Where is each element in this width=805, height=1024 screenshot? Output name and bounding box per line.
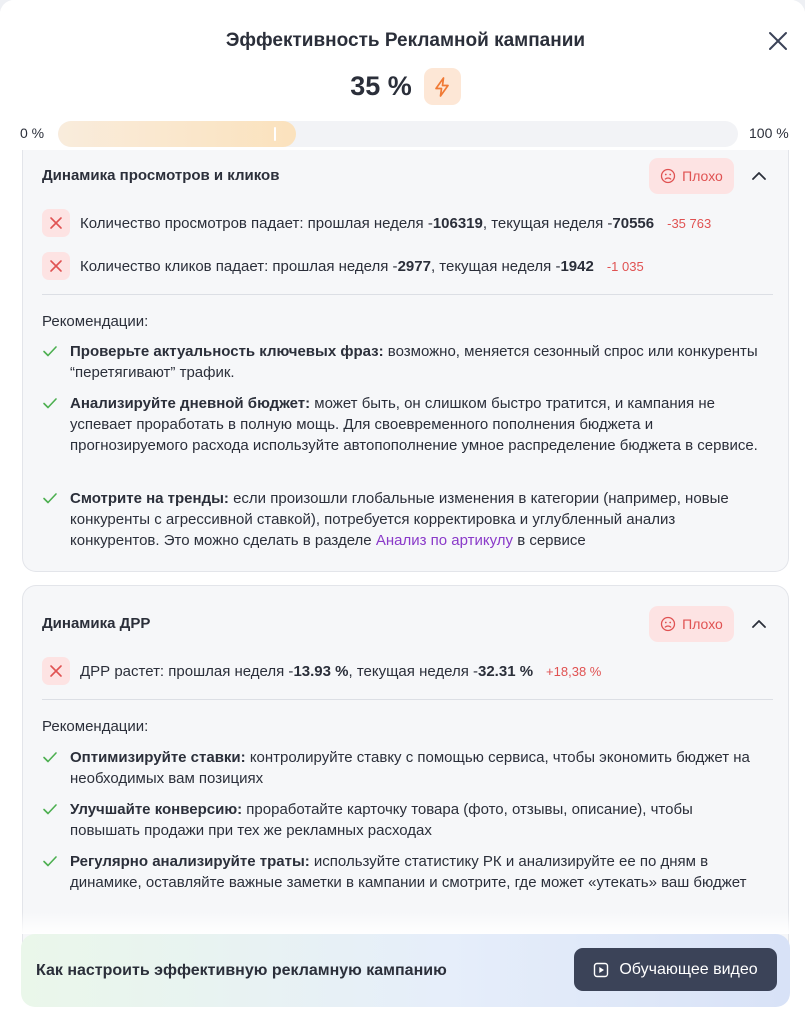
recommendation-text: возможно, меняется сезонный спрос или конкуренты “перетягивают” трафик. <box>70 343 758 381</box>
divider <box>42 294 773 295</box>
scroll-fade <box>22 912 789 934</box>
check-icon <box>42 853 58 869</box>
check-icon <box>42 343 58 359</box>
metric-prev-value: 106319 <box>432 214 483 232</box>
cross-icon <box>49 259 63 273</box>
cross-icon <box>49 216 63 230</box>
recommendation-text: если произошли глобальные изменения в категории (например, новые конкуренты с агрессивной ставкой), потребуется корректировка и углубленный анализ конкурентов. Это можно сделать в разделе <box>70 490 729 549</box>
modal-title: Эффективность Рекламной кампании <box>225 30 586 51</box>
close-button[interactable] <box>764 27 792 55</box>
footer-text: Как настроить эффективную рекламную кампанию <box>36 962 447 979</box>
metric-prefix: Количество кликов падает: прошлая неделя - <box>80 257 398 275</box>
recommendation-text: может быть, он слишком быстро тратится, и кампания не успевает проработать в полную мощь. Для своевременного пополнения бюджета и прогнозируемого расхода используйте автопополнение умное распределение бюджета в сервисе. <box>70 395 758 454</box>
recommendation-heading: Смотрите на тренды: <box>70 490 229 507</box>
article-analysis-link[interactable]: Анализ по артикулу <box>375 532 514 549</box>
metric-delta: +18,38 % <box>546 663 602 679</box>
recommendations-label: Рекомендации: <box>42 718 149 735</box>
score-value: 35 % <box>350 71 412 101</box>
metric-prev-value: 13.93 % <box>293 662 349 680</box>
check-icon <box>42 801 58 817</box>
metric-prev-value: 2977 <box>397 257 431 275</box>
tutorial-video-button[interactable] <box>574 948 777 991</box>
collapse-button[interactable] <box>745 162 773 190</box>
check-icon <box>42 490 58 506</box>
status-badge <box>649 158 734 194</box>
recommendation-heading: Анализируйте дневной бюджет: <box>70 395 311 412</box>
recommendation-heading: Проверьте актуальность ключевых фраз: <box>70 343 384 360</box>
recommendation-text: используйте статистику РК и анализируйте ее по дням в динамике, оставляйте важные заметки в кампании и смотрите, где может «утекать» ваш бюджет <box>70 853 747 891</box>
progress-min-label: 0 % <box>20 125 45 141</box>
metric-drr <box>42 657 601 685</box>
fail-badge <box>42 657 70 685</box>
metric-prefix: ДРР растет: прошлая неделя - <box>80 662 294 680</box>
tutorial-video-label: Обучающее видео <box>619 960 758 978</box>
metric-delta: -35 763 <box>667 215 712 231</box>
recommendation-heading: Оптимизируйте ставки: <box>70 749 246 766</box>
metric-clicks <box>42 252 644 280</box>
recommendation-item <box>42 393 762 456</box>
divider <box>42 699 773 700</box>
play-icon <box>593 962 609 978</box>
recommendation-text: контролируйте ставку с помощью сервиса, чтобы экономить бюджет на необходимых вам позициях <box>70 749 750 787</box>
progress-max-label: 100 % <box>749 125 789 141</box>
chevron-up-icon <box>745 610 773 638</box>
score-row <box>0 68 805 105</box>
status-badge <box>649 606 734 642</box>
sad-face-icon <box>660 168 676 184</box>
recommendation-item <box>42 851 762 893</box>
recommendation-text: проработайте карточку товара (фото, отзывы, описание), чтобы повышать продажи при тех же рекламных расходах <box>70 801 693 839</box>
recommendation-tail: в сервисе <box>513 532 586 549</box>
metric-delta: -1 035 <box>606 258 644 274</box>
footer-banner <box>21 934 790 1007</box>
section-drr <box>22 585 789 945</box>
metric-mid: , текущая неделя - <box>348 662 478 680</box>
bolt-badge <box>424 68 461 105</box>
section-title: Динамика ДРР <box>42 615 151 632</box>
recommendation-item <box>42 488 762 551</box>
progress-fill <box>58 121 296 147</box>
check-icon <box>42 395 58 411</box>
progress-marker <box>274 127 276 141</box>
close-icon <box>764 27 792 55</box>
metric-curr-value: 70556 <box>612 214 655 232</box>
recommendation-heading: Улучшайте конверсию: <box>70 801 243 818</box>
progress-track <box>58 121 738 147</box>
metric-curr-value: 1942 <box>560 257 594 275</box>
fail-badge <box>42 252 70 280</box>
recommendation-item <box>42 341 762 383</box>
metric-prefix: Количество просмотров падает: прошлая неделя - <box>80 214 433 232</box>
sad-face-icon <box>660 616 676 632</box>
recommendation-heading: Регулярно анализируйте траты: <box>70 853 310 870</box>
lightning-icon <box>432 76 452 98</box>
section-title: Динамика просмотров и кликов <box>42 167 280 184</box>
status-badge-label: Плохо <box>682 168 723 184</box>
metric-curr-value: 32.31 % <box>478 662 534 680</box>
metric-mid: , текущая неделя - <box>482 214 613 232</box>
recommendation-item <box>42 747 762 789</box>
section-views-clicks <box>22 150 789 572</box>
status-badge-label: Плохо <box>682 616 723 632</box>
metric-mid: , текущая неделя - <box>430 257 561 275</box>
recommendations-label: Рекомендации: <box>42 313 149 330</box>
collapse-button[interactable] <box>745 610 773 638</box>
recommendation-item <box>42 799 762 841</box>
check-icon <box>42 749 58 765</box>
cross-icon <box>49 664 63 678</box>
metric-views <box>42 209 711 237</box>
fail-badge <box>42 209 70 237</box>
chevron-up-icon <box>745 162 773 190</box>
